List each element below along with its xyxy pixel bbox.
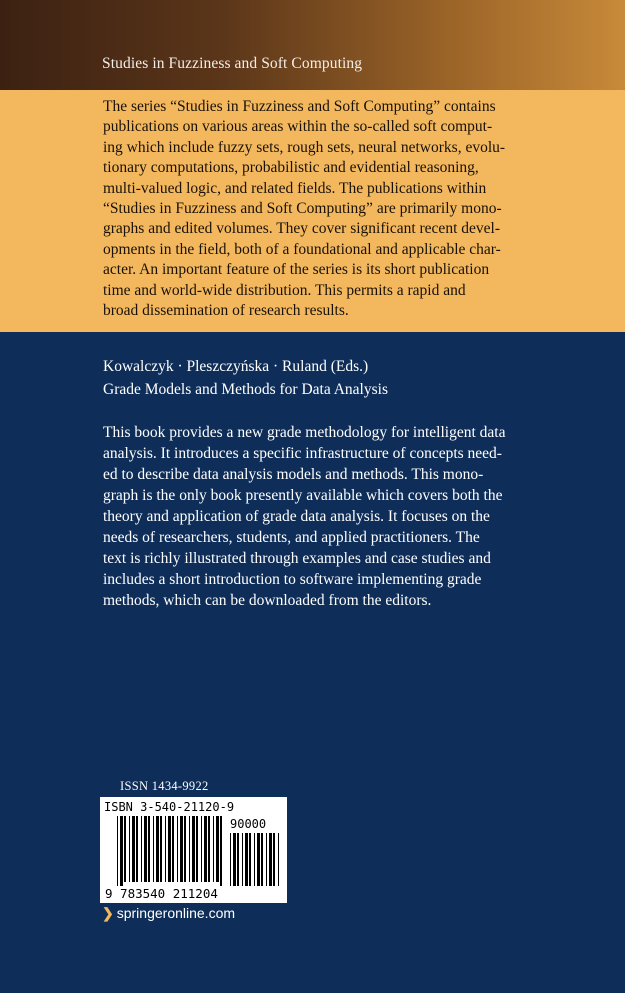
addon-barcode-bars (230, 833, 279, 886)
barcode-bar (156, 816, 159, 882)
book-title: Grade Models and Methods for Data Analysis (103, 381, 388, 398)
book-description: This book provides a new grade methodology for intelligent data analysis. It introduces a specific infrastructure of concepts need- ed to describe data analysis models and methods. This mono- graph is the only book presently available which covers both the theory and application of grade data analysis. It focuses on the needs of researchers, students, and applied practitioners. The text is richly illustrated through examples and case studies and includes a short introduction to software implementing grade methods, which can be downloaded from the editors. (103, 424, 506, 609)
barcode-bar (189, 816, 190, 882)
ean-barcode-bars (117, 816, 222, 886)
barcode-bar (153, 816, 154, 882)
barcode-bar (120, 816, 123, 886)
barcode-bar (216, 816, 219, 882)
series-header-band (0, 0, 625, 90)
barcode-bar (201, 816, 202, 882)
barcode-bar (124, 816, 126, 882)
barcode-bar (136, 816, 138, 882)
barcode-bar (196, 816, 198, 882)
barcode-bar (184, 816, 186, 882)
barcode-bar (266, 833, 267, 886)
barcode-bar (148, 816, 150, 882)
barcode-bar (230, 833, 231, 886)
barcode-bar (273, 833, 275, 886)
barcode-bar (132, 816, 135, 882)
barcode-bar (204, 816, 207, 882)
barcode-bar (144, 816, 147, 882)
isbn-text: ISBN 3-540-21120-9 (104, 800, 235, 814)
issn-label: ISSN 1434-9922 (120, 779, 209, 793)
barcode-bar (129, 816, 130, 882)
barcode-bar (249, 833, 251, 886)
publisher-link-label: springeronline.com (116, 905, 236, 921)
barcode-bar (165, 816, 166, 882)
series-title: Studies in Fuzziness and Soft Computing (102, 55, 363, 72)
chevron-right-icon: ❯ (102, 905, 114, 921)
ean-digits-text: 9 783540 211204 (105, 886, 218, 901)
barcode-bar (233, 833, 236, 886)
barcode-bar (192, 816, 195, 882)
addon-price-text: 90000 (230, 817, 267, 831)
publisher-link[interactable] (102, 905, 235, 922)
barcode-bar (141, 816, 142, 882)
barcode-bar (117, 816, 118, 886)
series-description: The series “Studies in Fuzziness and Soft Computing” contains publications on various areas within the so-called soft comput- ing which include fuzzy sets, rough sets, neural networks, evolu- tionary computations, probabilistic and evidential reasoning, multi-valued logic, and related fields. The publications within “Studies in Fuzziness and Soft Computing” are primarily mono- graphs and edited volumes. They cover significant recent devel- opments in the field, both of a foundational and applicable char- acter. An important feature of the series is its short publication time and world-wide distribution. This permits a rapid and broad dissemination of research results. (103, 98, 506, 320)
barcode-bar (269, 833, 272, 886)
barcode-bar (237, 833, 239, 886)
barcode-bar (261, 833, 263, 886)
barcode-bar (168, 816, 171, 882)
barcode-bar (242, 833, 243, 886)
barcode-bar (180, 816, 183, 882)
book-authors: Kowalczyk · Pleszczyńska · Ruland (Eds.) (103, 358, 369, 375)
barcode-bar (257, 833, 260, 886)
barcode-bar (220, 816, 222, 886)
barcode-bar (213, 816, 214, 882)
barcode-bar (245, 833, 248, 886)
barcode-bar (278, 833, 279, 886)
barcode-bar (208, 816, 210, 882)
isbn-barcode (100, 797, 287, 903)
barcode-bar (160, 816, 162, 882)
barcode-bar (172, 816, 174, 882)
barcode-bar (177, 816, 178, 882)
barcode-bar (254, 833, 255, 886)
